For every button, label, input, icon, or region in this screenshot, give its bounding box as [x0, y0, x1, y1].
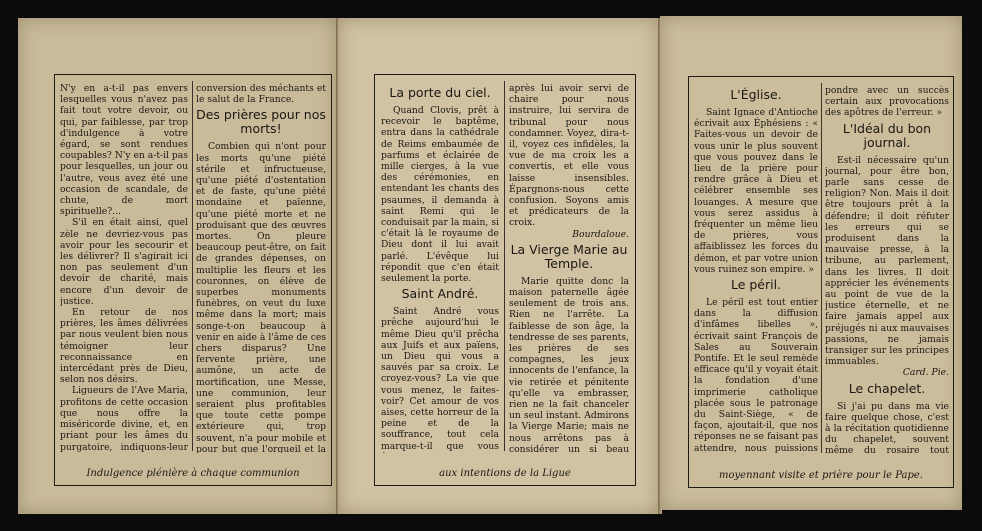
leaflet-panel-middle [338, 18, 658, 514]
section-title: L'Église. [730, 87, 782, 102]
author-signature: Card. Pie. [902, 367, 949, 379]
section-title: La porte du ciel. [389, 85, 491, 100]
section-title: La Vierge Marie au Temple. [510, 241, 628, 271]
section-title: Des prières pour nos morts! [196, 107, 326, 137]
paragraph: Saint Ignace d'Antioche écrivait aux Éphésiens : « Faites-vous un devoir de vous unir le plus souvent que vous pouvez dans le lieu de la prière pour rendre grâce à Dieu et célébrer ensemble ses louanges. A mesure que vous serez assidus à fréquenter un même lieu de prières, vous affaiblissez les forces du démon, et par votre union vous ruinez son empire. » [694, 107, 818, 275]
frame-footer: moyennant visite et prière pour le Pape. [719, 470, 923, 481]
text-column [381, 83, 499, 453]
leaflet-panel-left [18, 18, 336, 514]
paragraph: Quand Clovis, prêt à recevoir le baptême, entra dans la cathédrale de Reims embaumée de parfums et éclairée de mille cierges, à la vue des cérémonies, en entendant les chants des psaumes, il demanda à saint Remi qui le conduisait par la main, si c'était là le royaume de Dieu dont il lui avait parlé. L'évêque lui répondit que c'en était seulement la porte. [381, 105, 499, 285]
paragraph: pondre avec un succès certain aux provocations des apôtres de l'erreur. » [825, 85, 949, 119]
paragraph: conversion des méchants et le salut de la France. [196, 83, 326, 106]
paragraph: Saint André vous prêche aujourd'hui le même Dieu qu'il prêcha aux Juifs et aux païens, un Dieu qui vous a sauvés par sa croix. Le croyez-vous? La vie que vous menez, le faites-voir? Cet amour de vos aises, cette horreur de la peine et de la souffrance, tout cela marque-t-il que vous [381, 306, 499, 452]
paragraph: après lui avoir servi de chaire pour nous instruire, lui servira de tribunal pour nous condamner. Voyez, dira-t-il, voyez ces infidèles, la vue de ma croix les a convertis, et elle vous laisse insensibles. Épargnons-nous cette confusion. Soyons amis et prédicateurs de la croix. [509, 83, 629, 229]
paragraph: N'y en a-t-il pas envers lesquelles vous n'avez pas fait tout votre devoir, ou qui, par faiblesse, par trop d'indulgence à votre égard, se sont rendues coupables? N'y en a-t-il pas pour lesquelles, un jour ou l'autre, vous avez été une occasion de scandale, de chute, de mort spirituelle?... [60, 83, 188, 218]
column-divider [821, 83, 822, 453]
paragraph: Si j'ai pu dans ma vie faire quelque chose, c'est à la récitation quotidienne du chapelet, souvent même du rosaire tout [825, 400, 949, 455]
author-signature: Bourdaloue. [572, 228, 629, 240]
text-frame [688, 76, 954, 488]
paragraph: En retour de nos prières, les âmes délivrées par nous veulent bien nous témoigner leur reconnaissance en intercédant près de Dieu, selon nos désirs. [60, 307, 188, 386]
section-title: Le chapelet. [848, 380, 926, 396]
paragraph: Marie quitte donc la maison paternelle âgée seulement de trois ans. Rien ne l'arrête. La faiblesse de son âge, la tendresse de ses parents, les prières de ses compagnes, les jeux innocents de l'enfance, la vie retirée et pénitente qu'elle va embrasser, rien ne la fait chanceler un seul instant. Admirons la Vierge Marie; mais ne nous arrêtons pas à considérer un si beau [509, 275, 629, 453]
text-column [60, 83, 188, 453]
text-frame [54, 74, 332, 486]
paragraph: Est-il nécessaire qu'un journal, pour être bon, parle sans cesse de religion? Non. Mais il doit être toujours prêt à la défendre; il doit réfuter les erreurs qui se produisent dans la mauvaise presse, à la tribune, au parlement, dans les livres. Il doit apprécier les événements au point de vue de la justice éternelle, et ne faire jamais appel aux préjugés ni aux mauvaises passions, ne jamais transiger sur les principes immuables. [825, 154, 949, 368]
section-title: Saint André. [401, 286, 479, 302]
column-divider [504, 81, 505, 451]
leaflet-panel-right [660, 16, 962, 510]
frame-footer: aux intentions de la Ligue [439, 468, 571, 479]
column-divider [192, 81, 193, 451]
section-title: L'Idéal du bon journal. [842, 120, 932, 150]
paragraph: Combien qui n'ont pour les morts qu'une piété stérile et infructueuse, qu'une piété d'ostentation et de faste, qu'une piété mondaine et païenne, qu'une piété morte et ne produisant que des œuvres mortes. On pleure beaucoup peut-être, on fait de grandes dépenses, on multiplie les fleurs et les couronnes, on élève de superbes monuments funèbres, on veut du luxe même dans la mort; mais songe-t-on beaucoup à venir en aide à l'âme de ces chers disparus? Une fervente prière, une aumône, un acte de mortification, une Messe, une communion, leur seraient plus profitables que toute cette pompe extérieure qui, trop souvent, n'a pour mobile et pour but que l'orgueil et la [196, 141, 326, 453]
paragraph: S'il en était ainsi, quel zèle ne devriez-vous pas avoir pour les secourir et les délivrer? Il s'agirait ici non pas seulement d'un devoir de charité, mais encore d'un devoir de justice. [60, 217, 188, 307]
text-column [509, 83, 629, 453]
text-column [825, 85, 949, 455]
paragraph: Le péril est tout entier dans la diffusion d'infâmes libelles », écrivait saint François de Sales au Souverain Pontife. Et le seul remède efficace qu'il y voyait était la fondation d'une imprimerie catholique placée sous le patronage du Saint-Siège, « de façon, ajoutait-il, que nos réponses ne se faisant pas attendre, nous puissions [694, 297, 818, 454]
text-frame [374, 74, 636, 486]
section-title: Le péril. [730, 277, 782, 293]
paragraph: Ligueurs de l'Ave Maria, profitons de cette occasion que nous offre la miséricorde divine, et, en priant pour les âmes du purgatoire, indiquons-leur [60, 385, 188, 453]
frame-footer: Indulgence plénière à chaque communion [86, 468, 300, 479]
text-column [694, 85, 818, 455]
text-column [196, 83, 326, 453]
